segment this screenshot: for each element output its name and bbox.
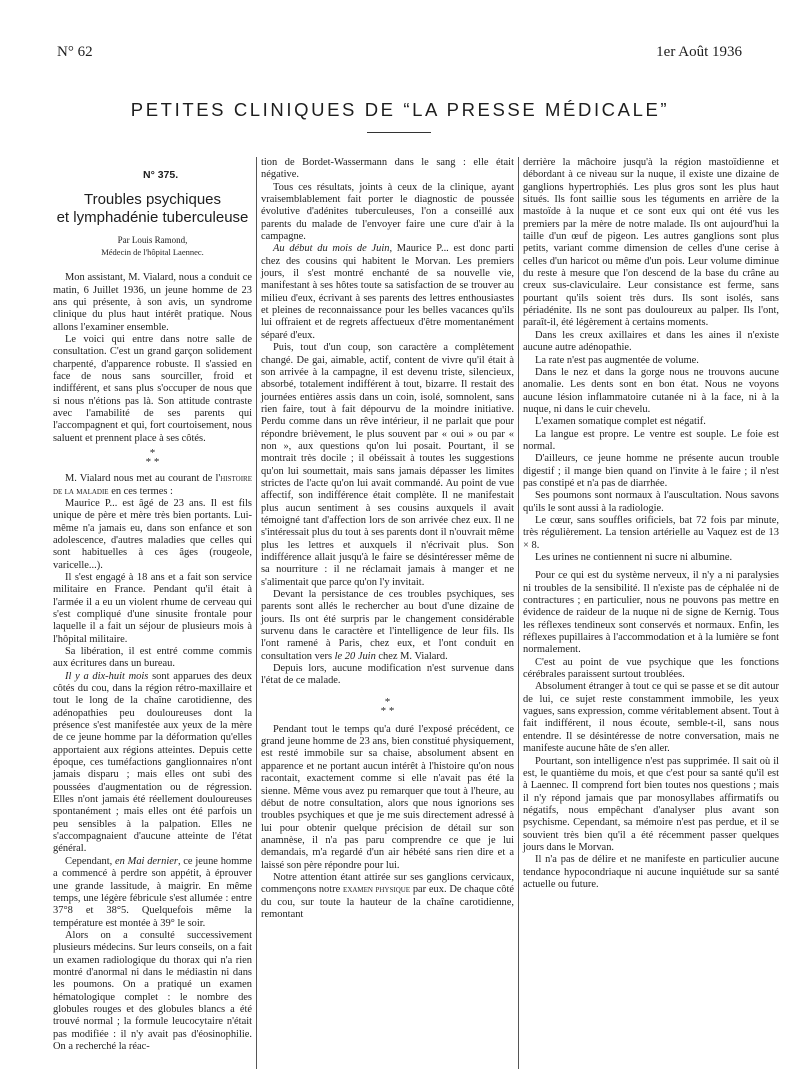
text-run: par eux. De chaque côté du cou, sur toute la hauteur de la chaîne carotidienne, remontant [261, 884, 514, 920]
affiliation: Médecin de l'hôpital Laennec. [101, 247, 204, 258]
paragraph: D'ailleurs, ce jeune homme ne présente aucun trouble digestif ; il mange bien quand on l'invite à le faire ; il n'est pas constipé et n'a pas de diarrhée. [523, 453, 779, 489]
paragraph: Les urines ne contiennent ni sucre ni albumine. [535, 552, 733, 563]
history-heading: histoire de la maladie [53, 474, 252, 497]
paragraph: Tous ces résultats, joints à ceux de la clinique, ayant vraisemblablement fait porter le diagnostic de poussée évolutive d'adénites tuberculeuses, l'on a conseillé aux parents du malade de l'envoyer faire une cure d'air à la campagne. [261, 181, 514, 243]
emphasis: Au début du mois de Juin [273, 243, 390, 255]
section-separator [261, 695, 514, 717]
paragraph: Ses poumons sont normaux à l'auscultation. Nous savons qu'ils le sont aussi à la radiologie. [523, 490, 779, 514]
paragraph [261, 872, 514, 921]
article-number: N° 375. [143, 169, 179, 181]
paragraph: Alors on a consulté successivement plusieurs médecins. Sur leurs conseils, on a fait un examen radiologique du thorax qui n'a rien montré d'anormal ni dans le médiastin ni dans les poumons. On a pratiqué un examen hématologique complet : le nombre des globules rouges et des globules blancs a été trouvé normal ; la formule leucocytaire n'était pas modifiée : il n'y avait pas d'éosinophilie. On a recherché la réac- [53, 929, 252, 1052]
issue-date: 1er Août 1936 [656, 44, 742, 60]
paragraph [53, 856, 252, 930]
text-run: en ces termes : [108, 485, 173, 497]
column-1 [53, 157, 252, 1053]
text-run: Cependant, [65, 855, 116, 867]
paragraph: Sa libération, il est entré comme commis aux écritures dans un bureau. [53, 645, 252, 670]
paragraph [261, 243, 514, 342]
title-rule [367, 132, 431, 133]
column-3 [523, 157, 779, 891]
section-separator [53, 449, 252, 467]
text-run: M. Vialard nous met au courant de l' [65, 473, 221, 485]
column-divider-1 [256, 157, 257, 1069]
emphasis: en Mai dernier [115, 855, 178, 867]
article-title-line-2: et lymphadénie tuberculeuse [56, 209, 249, 227]
paragraph: Absolument étranger à tout ce qui se passe et se dit autour de lui, ce sujet reste constamment immobile, les yeux vagues, sans expression, comme véritablement absent. Tout à fait indifférent, il nous écoute, semble-t-il, sans nous entendre. Il se désintéresse de notre conversation, mais ne manifeste aucune hâte de s'en aller. [523, 681, 779, 755]
separator-stars-row: * * [380, 704, 395, 717]
paragraph: Il s'est engagé à 18 ans et a fait son service militaire en France. Pendant qu'il était à l'armée il a eu un violent rhume de cerveau qui s'est compliqué d'une sinusite frontale pour laquelle il a fait un séjour de plusieurs mois à l'hôpital militaire. [53, 571, 252, 645]
paragraph: Puis, tout d'un coup, son caractère a complètement changé. De gai, aimable, actif, content de vivre qu'il était à son arrivée à la campagne, il est devenu triste, silencieux, absorbé, totalement indifférent à tout, bizarre. Il restait des journées entières assis dans un coin, isolé, somnolent, sans rien faire, tout à fait dépourvu de la moindre initiative. Perdu comme dans un rêve intérieur, il ne parlait que pour répondre brièvement, le plus souvent par « oui » ou par « non », aux questions qu'on lui posait. Pourtant, il se montrait très docile ; il obéissait à toutes les suggestions qu'on lui soumettait, mais sans jamais dépasser les limites strictes de l'acte qu'on lui avait commandé. Au point de vue affectif, son indifférence était complète. Il ne manifestait plus aucun sentiment à ses cousins auxquels il avait témoigné tant d'affection lors de son arrivée chez eux. Il ne s'intéressait plus du tout à ses parents dont il n'ouvrait même plus les lettres et auxquels il n'écrivait plus. Son indifférence allait jusqu'à le faire se désintéresser même de sa nourriture : il ne réclamait jamais à manger et ne s'alimentait que parce qu'on l'y invitait. [261, 342, 514, 588]
paragraph: tion de Bordet-Wassermann dans le sang : elle était négative. [261, 157, 514, 181]
article-title [53, 191, 252, 227]
issue-number: N° 62 [57, 44, 93, 60]
paragraph: Maurice P... est âgé de 23 ans. Il est fils unique de père et mère très bien portants. Lui-même n'a jamais eu, dans son enfance et son adolescence, d'autres maladies que celles qui sont habituelles à ces âges (rougeole, varicelle...). [53, 497, 252, 571]
article-title-line-1: Troubles psychiques [83, 191, 221, 209]
column-2 [261, 157, 514, 921]
text-run: , Maurice P... est donc parti chez des cousins qui habitent le Morvan. Les premiers jours, il s'est montré enchanté de sa nouvelle vie, manifestant à ses hôtes toute sa satisfaction de se trouver au milieu d'eux, écrivant à ses parents des lettres enthousiastes et pleines de reconnaissance pour les belles vacances qu'ils lui offraient et de regrets affectueux d'être momentanément séparé d'eux. [261, 243, 515, 341]
separator-star: * [149, 447, 156, 460]
paragraph [53, 671, 252, 856]
paragraph [261, 589, 514, 663]
text-run: Devant la persistance de ces troubles psychiques, ses parents sont allés le rechercher au bout d'une dizaine de jours. Ils ont été surpris par le changement considérable survenu dans le caractère et l'intelligence de leur fils. Ils l'ont ramené à Paris, chez eux, et l'ont conduit en consultation vers [261, 589, 514, 662]
paragraph: C'est au point de vue psychique que les fonctions cérébrales paraissent surtout troublées. [523, 656, 779, 681]
paragraph: Depuis lors, aucune modification n'est survenue dans l'état de ce malade. [261, 663, 514, 687]
emphasis: le 20 Juin [334, 650, 376, 662]
paragraph: Pour ce qui est du système nerveux, il n'y a ni paralysies ni troubles de la sensibilité. Il n'existe pas de céphalée ni de contractures ; en particulier, nous ne pouvons pas mettre en évidence de raideur de la nuque ni de signe de Kernig. Tous les réflexes tendineux sont conservés et normaux. Enfin, les réflexes pupillaires à l'accommodation et à la lumière se font normalement. [523, 570, 779, 656]
paragraph: Dans le nez et dans la gorge nous ne trouvons aucune anomalie. Les dents sont en bon état. Nous ne voyons aucune lésion inflammatoire cutanée ni à la face, ni à la nuque, ni dans le cuir chevelu. [523, 366, 779, 415]
column-divider-2 [518, 157, 519, 1069]
paragraph: Pourtant, son intelligence n'est pas supprimée. Il sait où il est, le quantième du mois, et que c'est pour sa santé qu'il est à Laennec. Il comprend fort bien toutes nos questions ; mais il n'y répond jamais que par monosyllabes affirmatifs ou négatifs, nous empêchant d'analyser plus avant son psychisme. Cependant, sa mémoire n'est pas perdue, et il se souvient très bien qu'il a été récemment passer quelques jours dans le Morvan. [523, 755, 779, 853]
paragraph: Pendant tout le temps qu'a duré l'exposé précédent, ce grand jeune homme de 23 ans, bien constitué physiquement, est resté immobile sur sa chaise, absolument absent en apparence et ne portant aucun intérêt à l'histoire qu'on nous racontait, exactement comme si elle n'avait pas été la sienne. Même vous avez pu remarquer que tout à l'heure, au début de notre consultation, alors que nous ignorions ses troubles psychiques et que je me suis directement adressé à lui pour obtenir quelque précision de détail sur son anamnèse, il n'a pas paru comprendre ce que je lui demandais, m'a regardé d'un air hébété sans rien dire et a laissé son père répondre pour lui. [261, 723, 514, 871]
text-run: , ce jeune homme a commencé à perdre son appétit, à éprouver une grande lassitude, à maigrir. En même temps, une légère fébricule s'est allumée : entre 37°8 et 38°5. Quelquefois même la température est montée à 39° le soir. [53, 855, 252, 929]
section-title: PETITES CLINIQUES DE “LA PRESSE MÉDICALE” [130, 99, 670, 120]
paragraph: Il n'a pas de délire et ne manifeste en particulier aucune tendance hypocondriaque ni aucune inquiétude sur sa santé actuelle ou future. [523, 854, 779, 890]
text-run: sont apparues des deux côtés du cou, dans la région rétro-maxillaire et tout le long de la chaîne carotidienne, des adénopathies peu douloureuses dont la présence s'est manifestée aux yeux de la mère de ce jeune homme par la déformation qu'elles apportaient aux régions atteintes. Depuis cette époque, ces tuméfactions ganglionnaires n'ont jamais disparu ; mais elles ont subi des poussées d'augmentation ou de régression. Elles n'ont jamais été réellement douloureuses spontanément ; mais elles ont été parfois un peu sensibles à la palpation. Elles ne s'accompagnaient d'aucune atteinte de l'état général. [53, 670, 252, 855]
paragraph: Mon assistant, M. Vialard, nous a conduit ce matin, 6 Juillet 1936, un jeune homme de 23 ans qui présente, à son avis, un syndrome clinique du plus haut intérêt pratique. Nous allons l'examiner ensemble. [53, 272, 252, 333]
text-run: Notre attention étant attirée sur ses ganglions cervicaux, commençons notre [261, 871, 514, 896]
paragraph: La rate n'est pas augmentée de volume. [535, 354, 699, 366]
separator-star: * [384, 695, 391, 708]
paragraph: Le voici qui entre dans notre salle de consultation. C'est un grand garçon solidement charpenté, d'apparence robuste. Il s'assied en face de nous sans sourciller, froid et indifférent, et sans plus s'occuper de nous que si nous n'étions pas là. Son attitude contraste avec l'amabilité de ses parents qui l'accompagnent et qui, fort courtoisement, nous saluent et prennent place à ses côtés. [53, 334, 252, 444]
separator-stars-row: * * [145, 456, 160, 469]
paragraph: Dans les creux axillaires et dans les aines il n'existe aucune autre adénopathie. [523, 329, 779, 354]
paragraph: L'examen somatique complet est négatif. [535, 416, 706, 428]
paragraph: derrière la mâchoire jusqu'à la région mastoïdienne et débordant à ce niveau sur la nuque, il existe une dizaine de ganglions hypertrophiés. Les plus gros sont les plus haut situés. Ils font saillie sous les téguments en arrière de la mastoïde à la nuque et ce sont eux qui ont été vus les premiers par la mère de notre malade. Ils ont aujourd'hui la taille d'un œuf de pigeon. Les autres ganglions sont plus petits, variant comme dimension de celles d'une cerise à celles d'un haricot ou même d'un pois. Leur volume diminue du reste à mesure que l'on descend de la base du crâne au creux sus-claviculaire. Leur consistance est ferme, sans pourtant qu'ils soient très durs. Ils sont isolés, sans périadénite. Ils ne sont pas douloureux au palper. Ils l'ont, paraît-il, été légèrement à certains moments. [523, 157, 779, 329]
paragraph: La langue est propre. Le ventre est souple. Le foie est normal. [523, 428, 779, 452]
emphasis: Il y a dix-huit mois [65, 670, 149, 682]
paragraph: Le cœur, sans souffles orificiels, bat 72 fois par minute, très régulièrement. La tension artérielle au Vaquez est de 13 × 8. [523, 514, 779, 551]
text-run: chez M. Vialard. [375, 650, 448, 662]
byline: Par Louis Ramond, [117, 235, 188, 246]
paragraph [53, 473, 252, 498]
exam-heading: examen physique [343, 885, 411, 896]
